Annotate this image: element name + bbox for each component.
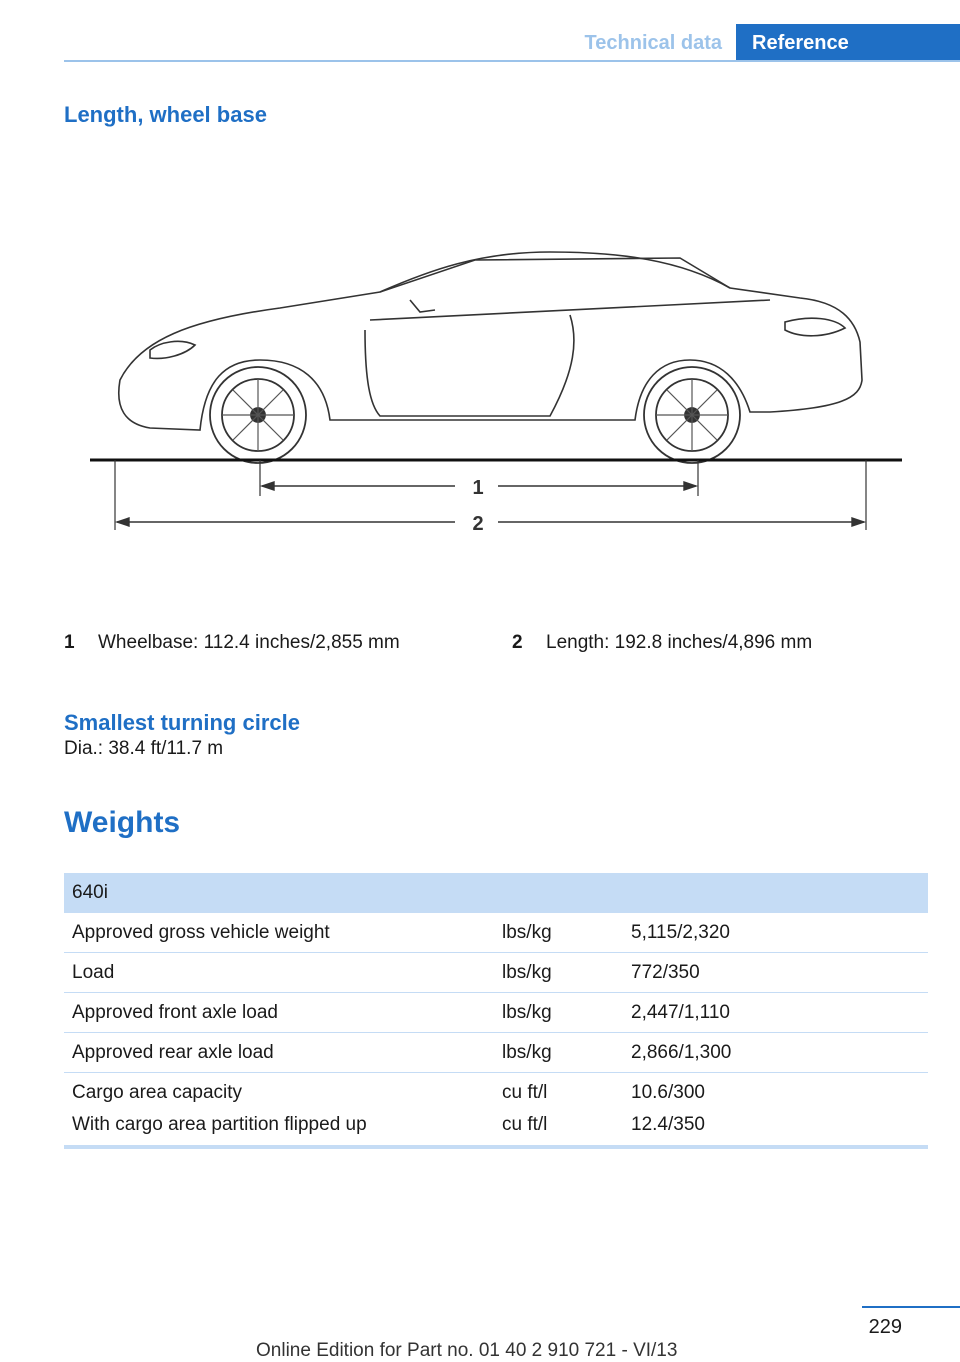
row-label-secondary: With cargo area partition flipped up: [72, 1114, 367, 1135]
footer-rule: [862, 1306, 960, 1308]
row-value: 5,115/2,320: [623, 913, 928, 953]
row-unit: lbs/kg: [494, 1033, 623, 1073]
weights-table: [64, 873, 928, 1149]
diagram-label-2: 2: [472, 513, 484, 535]
row-value: 2,447/1,110: [623, 993, 928, 1033]
footer-edition: Online Edition for Part no. 01 40 2 910 721 - VI/13: [256, 1340, 678, 1361]
turning-circle-value: Dia.: 38.4 ft/11.7 m: [64, 738, 224, 759]
section-title-weights: Weights: [64, 806, 181, 839]
row-unit: lbs/kg: [494, 913, 623, 953]
legend-item-length: [512, 632, 812, 654]
table-row: [64, 1033, 928, 1073]
tab-technical-data[interactable]: Technical data: [584, 32, 722, 54]
header-rule: [64, 60, 960, 62]
table-row: [64, 993, 928, 1033]
section-title-length: Length, wheel base: [64, 102, 267, 127]
table-row: [64, 913, 928, 953]
section-title-turning-circle: Smallest turning circle: [64, 710, 300, 735]
row-value-primary: 10.6/300: [631, 1082, 705, 1103]
legend-text: Wheelbase: 112.4 inches/2,855 mm: [98, 632, 400, 653]
row-unit: [494, 1073, 623, 1148]
row-label: Approved rear axle load: [64, 1033, 494, 1073]
row-label: Approved front axle load: [64, 993, 494, 1033]
tab-reference[interactable]: Reference: [736, 24, 960, 62]
row-label-primary: Cargo area capacity: [72, 1082, 243, 1103]
row-value: 2,866/1,300: [623, 1033, 928, 1073]
row-value: 772/350: [623, 953, 928, 993]
row-label: Load: [64, 953, 494, 993]
diagram-label-1: 1: [472, 477, 484, 499]
page-number: 229: [868, 1316, 902, 1338]
row-unit: lbs/kg: [494, 993, 623, 1033]
legend-text: Length: 192.8 inches/4,896 mm: [546, 632, 813, 653]
row-value-secondary: 12.4/350: [631, 1114, 705, 1135]
legend-number: 2: [512, 632, 523, 653]
row-value: [623, 1073, 928, 1148]
row-unit-primary: cu ft/l: [502, 1082, 548, 1103]
table-header: 640i: [64, 873, 928, 913]
row-unit: lbs/kg: [494, 953, 623, 993]
table-row: [64, 953, 928, 993]
car-dimension-diagram: [80, 230, 910, 550]
row-unit-secondary: cu ft/l: [502, 1114, 548, 1135]
legend-item-wheelbase: [64, 632, 400, 654]
legend-number: 1: [64, 632, 75, 653]
row-label: [64, 1073, 494, 1148]
table-row: [64, 1073, 928, 1148]
row-label: Approved gross vehicle weight: [64, 913, 494, 953]
